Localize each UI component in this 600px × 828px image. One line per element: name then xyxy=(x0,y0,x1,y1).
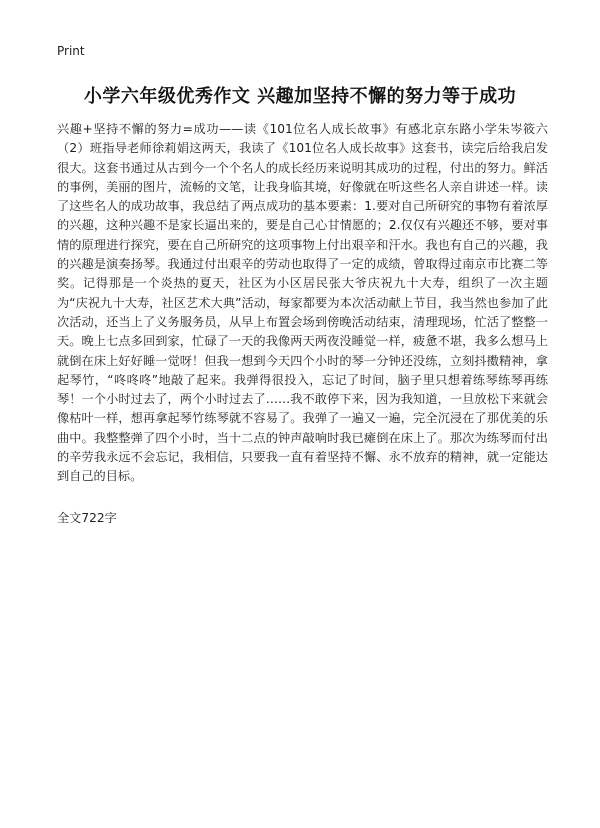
article-title: 小学六年级优秀作文 兴趣加坚持不懈的努力等于成功 xyxy=(83,86,517,107)
article-body: 兴趣+坚持不懈的努力=成功——读《101位名人成长故事》有感北京东路小学朱岑筱六（2）班指导老师徐莉娟这两天，我读了《101位名人成长故事》这套书，读完后给我启发很大。这套书通过从古到今一个个名人的成长经历来说明其成功的过程，付出的努力。鲜活的事例，美丽的图片，流畅的文笔，让我身临其境，好像就在听这些名人亲自讲述一样。读了这些名人的成功故事，我总结了两点成功的基本要素：1.要对自己所研究的事物有着浓厚的兴趣，这种兴趣不是家长逼出来的，要是自己心甘情愿的；2.仅仅有兴趣还不够，要对事情的原理进行探究，要在自己所研究的这项事物上付出艰辛和汗水。我也有自己的兴趣，我的兴趣是演奏扬琴。我通过付出艰辛的劳动也取得了一定的成绩，曾取得过南京市比赛二等奖。记得那是一个炎热的夏天，社区为小区居民张大爷庆祝九十大寿，组织了一次主题为“庆祝九十大寿，社区艺术大典”活动，每家都要为本次活动献上节目，我当然也参加了此次活动，还当上了义务服务员，从早上布置会场到傍晚活动结束，清理现场，忙活了整整一天。晚上七点多回到家，忙碌了一天的我像两天两夜没睡觉一样，疲惫不堪，我多么想马上就倒在床上好好睡一觉呀！但我一想到今天四个小时的琴一分钟还没练，立刻抖擞精神，拿起琴竹，“咚咚咚”地敲了起来。我弹得很投入，忘记了时间，脑子里只想着练琴练琴再练琴！一个小时过去了，两个小时过去了……我不敢停下来，因为我知道，一旦放松下来就会像枯叶一样，想再拿起琴竹练琴就不容易了。我弹了一遍又一遍，完全沉浸在了那优美的乐曲中。我整整弹了四个小时，当十二点的钟声敲响时我已瘫倒在床上了。那次为练琴而付出的辛劳我永远不会忘记，我相信，只要我一直有着坚持不懈、永不放弃的精神，就一定能达到自己的目标。 xyxy=(57,122,548,484)
word-count: 全文722字 xyxy=(57,511,117,525)
print-link[interactable]: Print xyxy=(57,44,85,58)
